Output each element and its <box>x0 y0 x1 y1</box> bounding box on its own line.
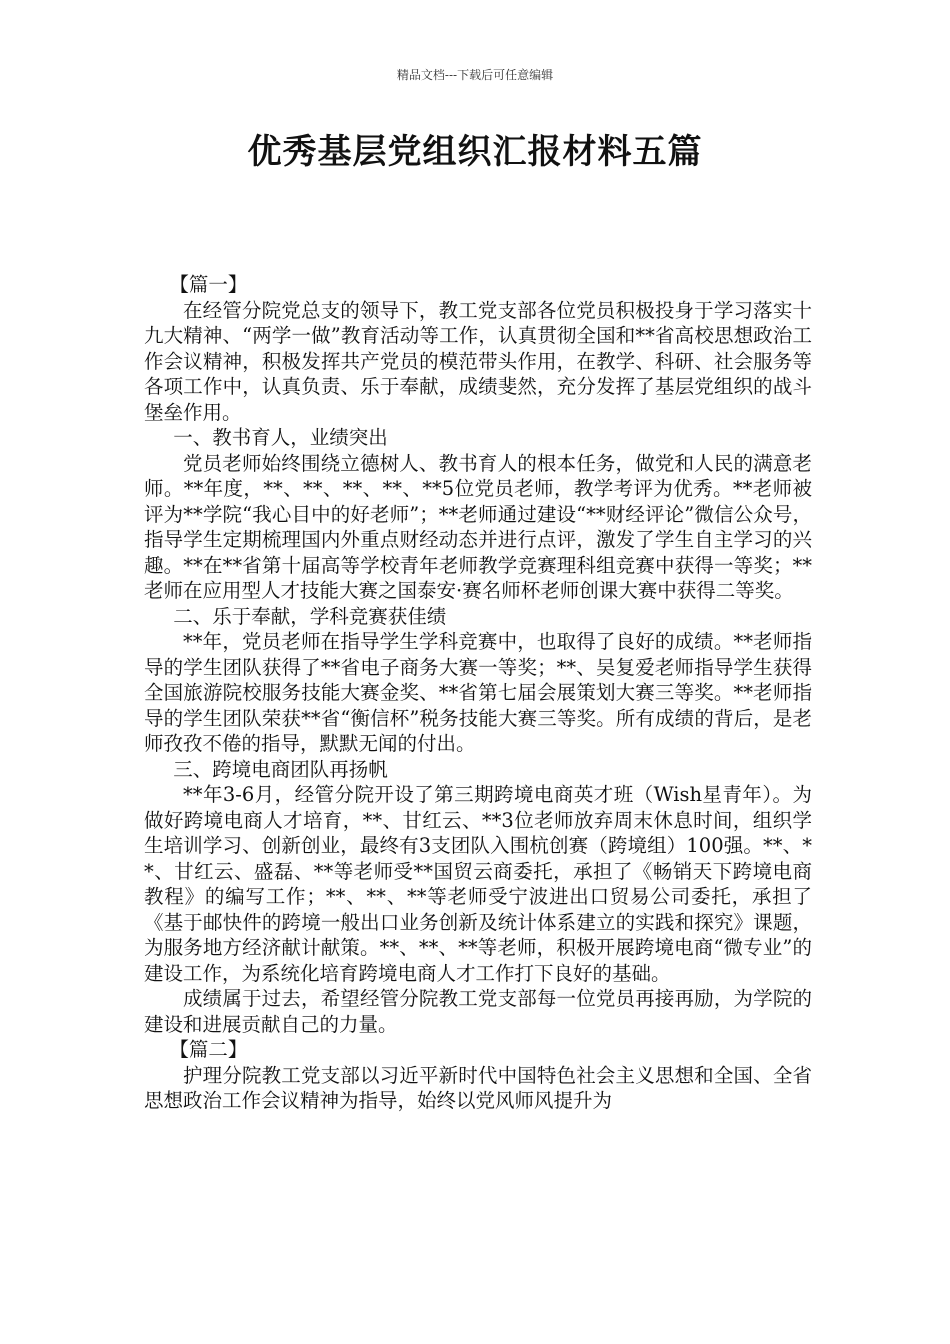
heading-2: 二、乐于奉献，学科竞赛获佳绩 <box>173 604 447 628</box>
document-body <box>144 272 812 1114</box>
heading-3: 三、跨境电商团队再扬帆 <box>173 757 388 781</box>
header-note: 精品文档---下载后可任意编辑 <box>396 68 554 82</box>
paragraph-4: **年3-6月，经管分院开设了第三期跨境电商英才班（Wish星青年）。为做好跨境电商人才培育，**、甘红云、**3位老师放弃周末休息时间，组织学生培训学习、创新创业，最终有3支团队入围杭创赛（跨境组）100强。**、**、甘红云、盛磊、**等老师受**国贸云商委托，承担了《畅销天下跨境电商教程》的编写工作；**、**、**等老师受宁波进出口贸易公司委托，承担了《基于邮快件的跨境一般出口业务创新及统计体系建立的实践和探究》课题，为服务地方经济献计献策。**、**、**等老师，积极开展跨境电商“微专业”的建设工作，为系统化培育跨境电商人才工作打下良好的基础。 <box>144 783 812 985</box>
part-label-2: 【篇二】 <box>169 1038 248 1061</box>
paragraph-1: 在经管分院党总支的领导下，教工党支部各位党员积极投身于学习落实十九大精神、“两学一做”教育活动等工作，认真贯彻全国和**省高校思想政治工作会议精神，积极发挥共产党员的模范带头作用，在教学、科研、社会服务等各项工作中，认真负责、乐于奉献，成绩斐然，充分发挥了基层党组织的战斗堡垒作用。 <box>144 298 812 424</box>
paragraph-3: **年，党员老师在指导学生学科竞赛中，也取得了良好的成绩。**老师指导的学生团队获得了**省电子商务大赛一等奖；**、吴复爱老师指导学生获得全国旅游院校服务技能大赛金奖、**省第七届会展策划大赛三等奖。**老师指导的学生团队荣获**省“衡信杯”税务技能大赛三等奖。所有成绩的背后，是老师孜孜不倦的指导，默默无闻的付出。 <box>144 630 812 755</box>
paragraph-5: 成绩属于过去，希望经管分院教工党支部每一位党员再接再励，为学院的建设和进展贡献自己的力量。 <box>144 987 812 1036</box>
paragraph-6: 护理分院教工党支部以习近平新时代中国特色社会主义思想和全国、全省思想政治工作会议精神为指导，始终以党风师风提升为 <box>144 1063 812 1112</box>
document-title: 优秀基层党组织汇报材料五篇 <box>247 132 703 172</box>
heading-1: 一、教书育人，业绩突出 <box>173 426 388 449</box>
paragraph-2: 党员老师始终围绕立德树人、教书育人的根本任务，做党和人民的满意老师。**年度，**、**、**、**、**5位党员老师，教学考评为优秀。**老师被评为**学院“我心目中的好老师”；**老师通过建设“**财经评论”微信公众号，指导学生定期梳理国内外重点财经动态并进行点评，激发了学生自主学习的兴趣。**在**省第十届高等学校青年老师教学竞赛理科组竞赛中获得一等奖；**老师在应用型人才技能大赛之国泰安·赛名师杯老师创课大赛中获得二等奖。 <box>144 451 812 602</box>
part-label-1: 【篇一】 <box>169 273 248 296</box>
